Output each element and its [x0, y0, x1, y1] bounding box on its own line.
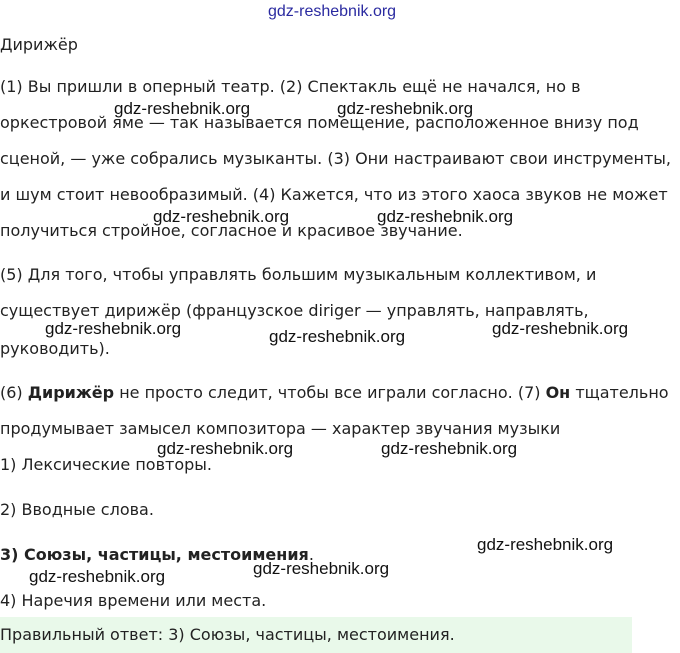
- watermark: gdz-reshebnik.org: [29, 567, 166, 586]
- text-line: [0, 383, 669, 403]
- option-3-dot: .: [308, 545, 314, 564]
- text-line: руководить).: [0, 339, 110, 358]
- bold-word: Он: [545, 383, 571, 402]
- option-4: 4) Наречия времени или места.: [0, 591, 267, 610]
- text-line: существует дирижёр (французское diriger — управлять, направлять,: [0, 301, 589, 320]
- text-line: сценой, — уже собрались музыканты. (3) Они настраивают свои инструменты,: [0, 149, 671, 168]
- watermark: gdz-reshebnik.org: [269, 327, 406, 346]
- text-line: (1) Вы пришли в оперный театр. (2) Спектакль ещё не начался, но в: [0, 77, 581, 96]
- watermark: gdz-reshebnik.org: [381, 439, 518, 458]
- answer-box: [0, 617, 632, 653]
- option-2: 2) Вводные слова.: [0, 500, 154, 519]
- text-line: (5) Для того, чтобы управлять большим музыкальным коллективом, и: [0, 265, 597, 284]
- option-1: 1) Лексические повторы.: [0, 455, 212, 474]
- watermark: gdz-reshebnik.org: [157, 439, 294, 458]
- text-fragment: не просто следит, чтобы все играли согласно. (7): [114, 383, 546, 402]
- watermark: gdz-reshebnik.org: [114, 99, 251, 118]
- text-fragment: (6): [0, 383, 28, 402]
- answer-text: Правильный ответ: 3) Союзы, частицы, местоимения.: [0, 625, 455, 644]
- watermark: gdz-reshebnik.org: [253, 559, 390, 578]
- text-line: и шум стоит невообразимый. (4) Кажется, что из этого хаоса звуков не может: [0, 185, 668, 204]
- text-line: оркестровой яме — так называется помещение, расположенное внизу под: [0, 113, 639, 132]
- option-3-text: 3) Союзы, частицы, местоимения: [0, 545, 309, 564]
- watermark: gdz-reshebnik.org: [45, 319, 182, 338]
- watermark: gdz-reshebnik.org: [268, 3, 397, 20]
- watermark: gdz-reshebnik.org: [492, 319, 629, 338]
- text-fragment: тщательно: [570, 383, 669, 402]
- watermark: gdz-reshebnik.org: [153, 207, 290, 226]
- watermark: gdz-reshebnik.org: [477, 535, 614, 554]
- text-line: получиться стройное, согласное и красивое звучание.: [0, 221, 463, 240]
- watermark: gdz-reshebnik.org: [337, 99, 474, 118]
- bold-word: Дирижёр: [27, 383, 115, 402]
- page-title: Дирижёр: [0, 35, 78, 54]
- text-line: продумывает замысел композитора — характер звучания музыки: [0, 419, 561, 438]
- watermark: gdz-reshebnik.org: [377, 207, 514, 226]
